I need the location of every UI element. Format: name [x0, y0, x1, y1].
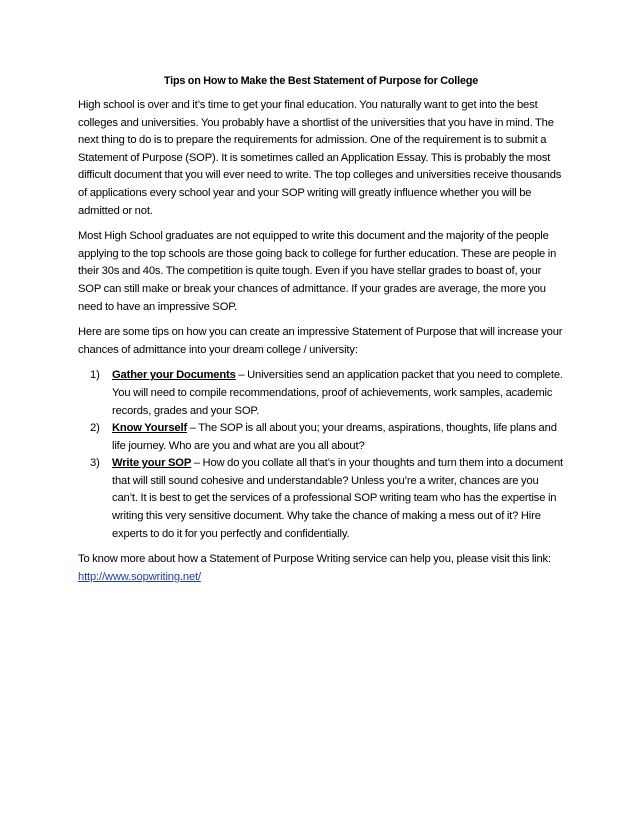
tip-heading: Write your SOP [112, 457, 192, 470]
closing-paragraph [78, 551, 564, 586]
list-number: 2) [90, 422, 100, 435]
list-number: 1) [90, 369, 100, 382]
list-item [78, 367, 564, 420]
document-title: Tips on How to Make the Best Statement of Purpose for College [163, 75, 479, 87]
tips-list [78, 367, 564, 543]
paragraph-tips-intro: Here are some tips on how you can create an impressive Statement of Purpose that will increase your chances of admittance into your dream college / university: [78, 326, 563, 356]
tip-text: – How do you collate all that’s in your thoughts and turn them into a document that will still sound cohesive and understandable? Unless you’re a writer, chances are you can’t. It is best to get the services of a professional SOP writing team who has the expertise in writing this very sensitive document. Why take the chance of making a mess out of it? Hire experts to do it for you perfectly and confidentially. [112, 457, 563, 540]
tip-text: – The SOP is all about you; your dreams, aspirations, thoughts, life plans and life journey. Who are you and what are you all about? [112, 422, 557, 452]
list-item [78, 420, 564, 455]
website-link[interactable]: http://www.sopwriting.net/ [78, 570, 201, 583]
paragraph-intro: High school is over and it’s time to get your final education. You naturally want to get into the best colleges and universities. You probably have a shortlist of the universities that you have in mind. The next thing to do is to prepare the requirements for admission. One of the requirement is to submit a Statement of Purpose (SOP). It is sometimes called an Application Essay. This is probably the most difficult document that you will ever need to write. The top colleges and universities receive thousands of applications every school year and your SOP writing will greatly influence whether you will be admitted or not. [78, 99, 562, 217]
tip-heading: Gather your Documents [112, 369, 236, 382]
tip-heading: Know Yourself [112, 422, 188, 435]
paragraph-competition: Most High School graduates are not equipped to write this document and the majority of the people applying to the top schools are those going back to college for further education. These are people in their 30s and 40s. The competition is quite tough. Even if you have stellar grades to boast of, your SOP can still make or break your chances of admittance. If your grades are average, the more you need to have an impressive SOP. [78, 230, 557, 313]
document-page [78, 73, 564, 594]
list-item [78, 455, 564, 543]
tip-text: – Universities send an application packet that you need to complete. You will need to compile recommendations, proof of achievements, work samples, academic records, grades and your SOP. [112, 369, 563, 417]
list-number: 3) [90, 457, 100, 470]
closing-text: To know more about how a Statement of Purpose Writing service can help you, please visit this link: [78, 553, 551, 566]
